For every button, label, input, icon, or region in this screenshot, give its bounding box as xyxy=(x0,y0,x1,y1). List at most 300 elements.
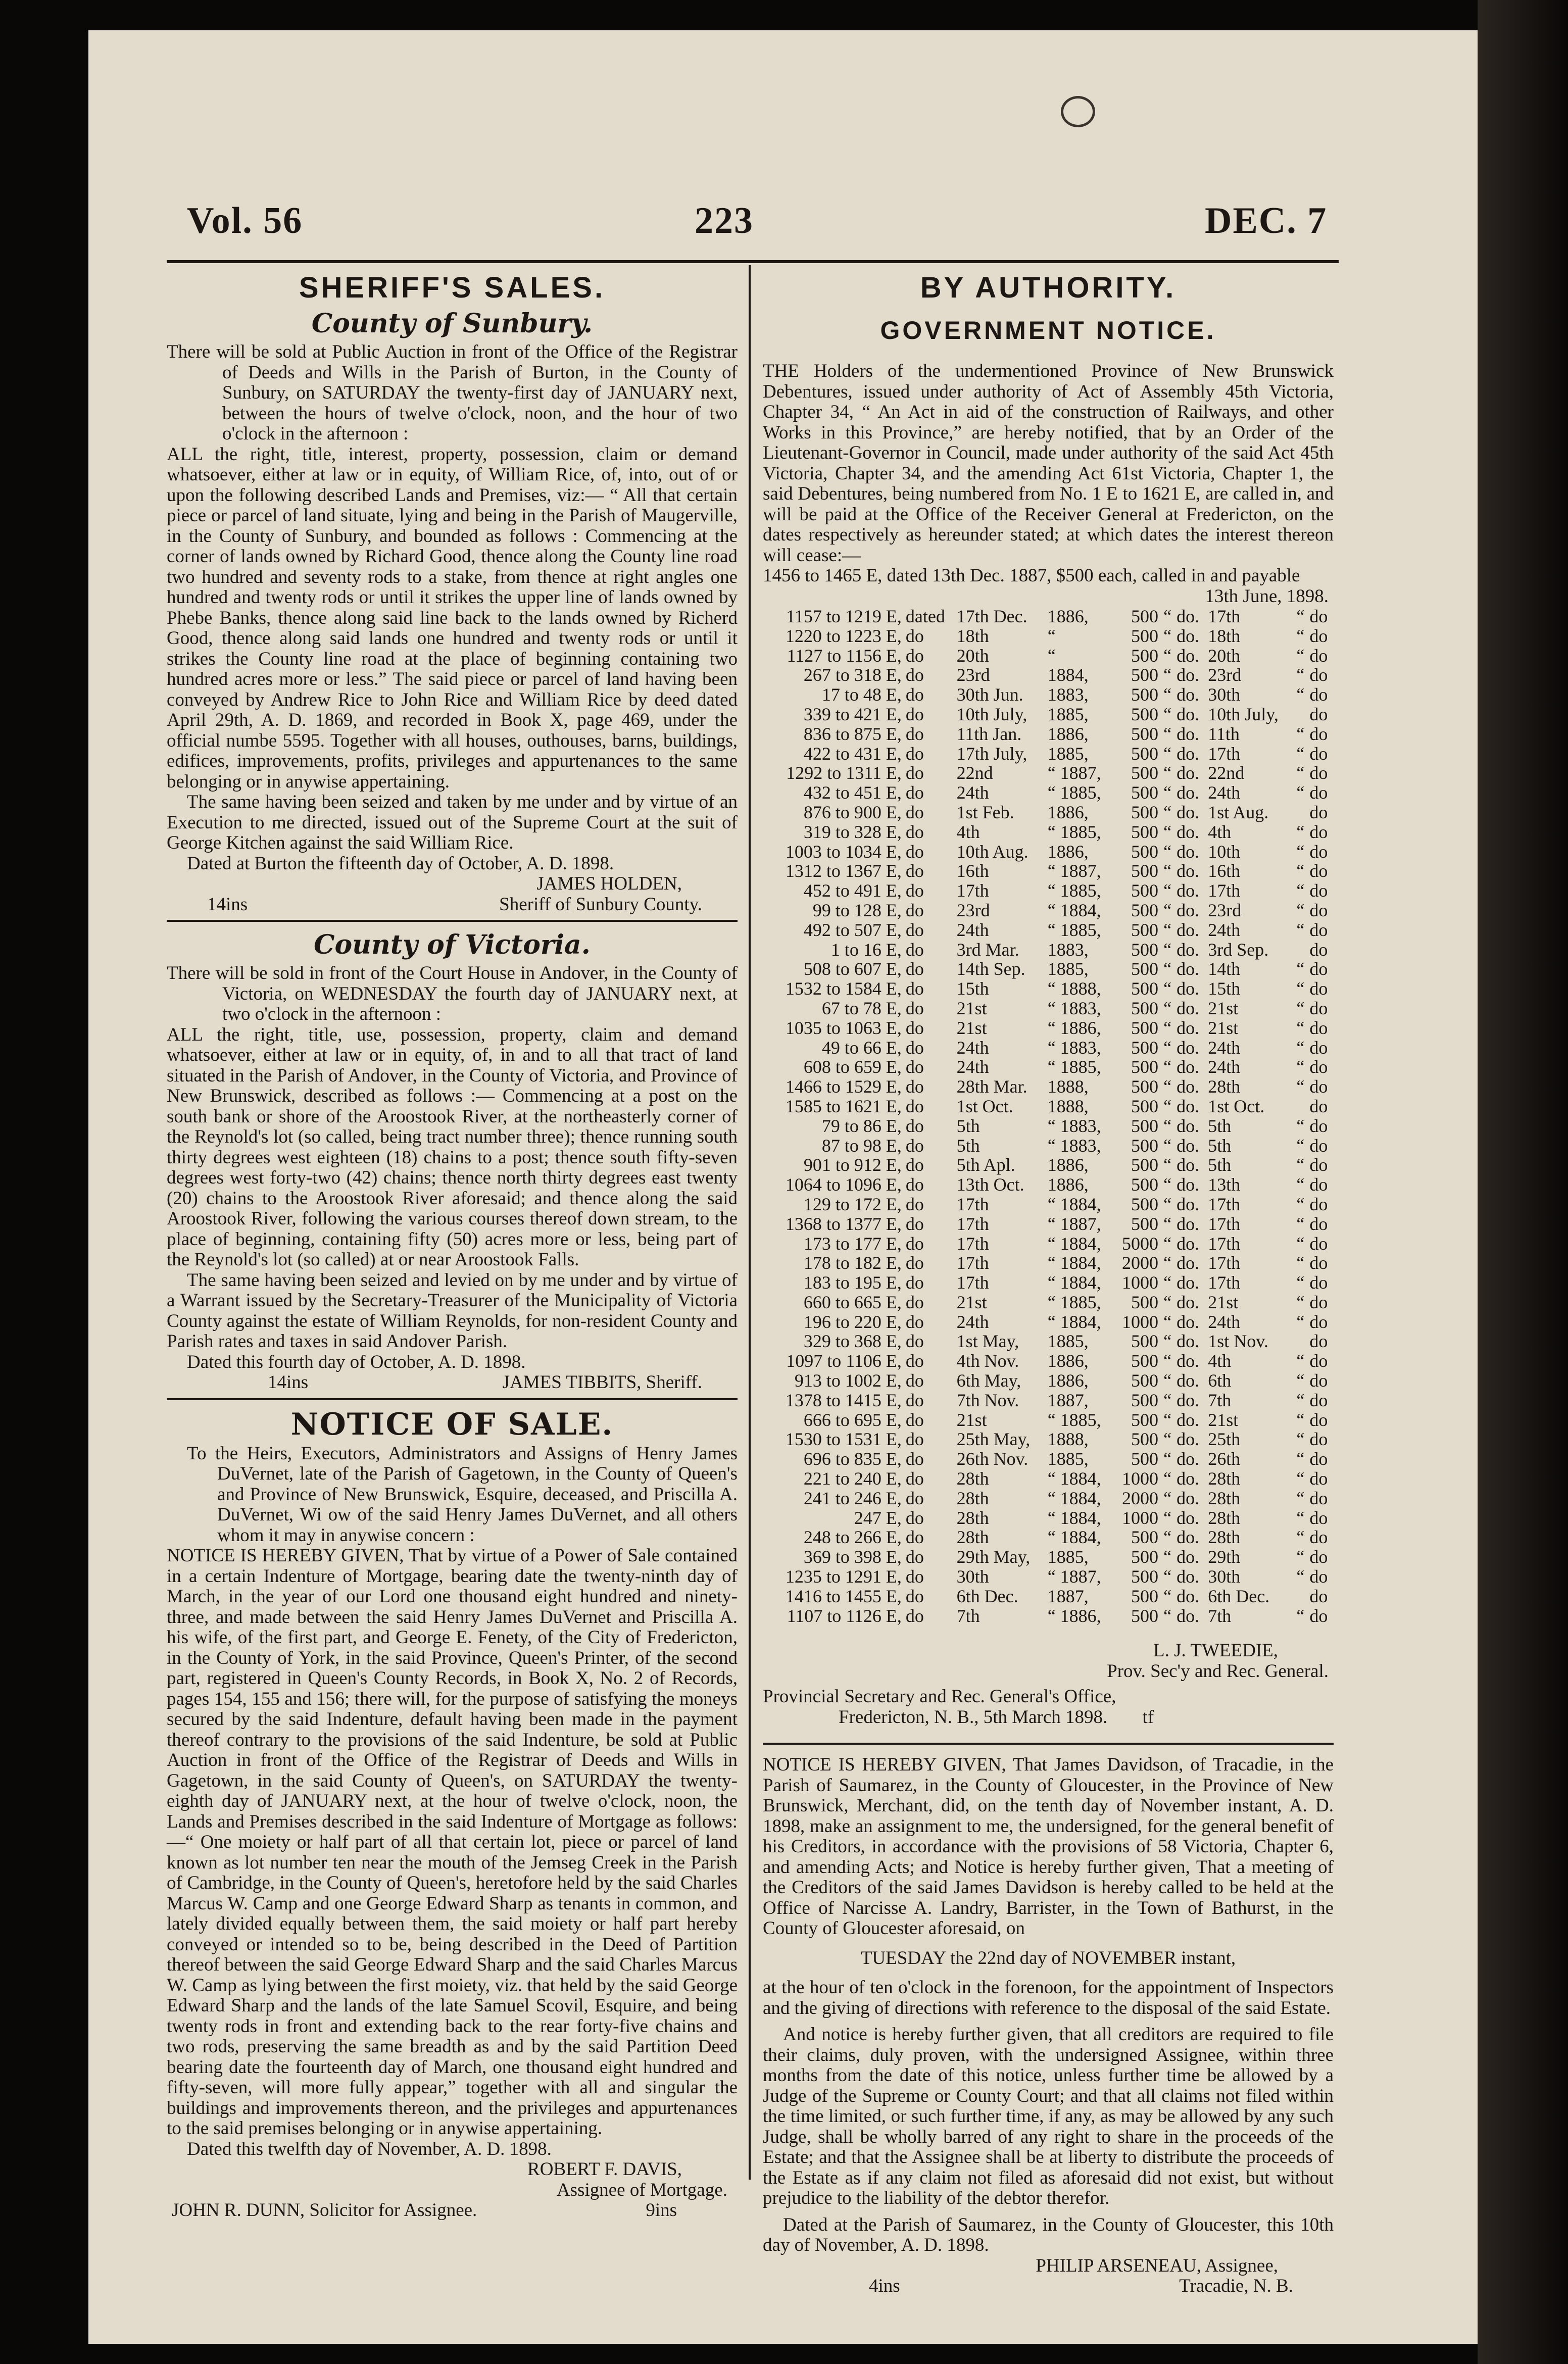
debenture-cell: 49 to 66 E, xyxy=(821,1037,902,1058)
debenture-cell: 26th xyxy=(1208,1449,1241,1469)
debenture-cell: “ xyxy=(1296,625,1305,646)
left-column xyxy=(167,270,738,2221)
divider xyxy=(167,1398,738,1400)
debenture-cell: 28th xyxy=(1208,1468,1241,1489)
debenture-cell: do xyxy=(905,1527,924,1548)
sunbury-insertions: 14ins xyxy=(207,894,248,915)
debenture-cell: 24th xyxy=(956,1037,989,1058)
debenture-row xyxy=(763,1332,1334,1351)
debenture-cell: do xyxy=(905,998,924,1018)
debenture-cell: 500 xyxy=(1131,1155,1159,1175)
debenture-cell: “ xyxy=(1163,606,1172,626)
debenture-cell: do xyxy=(905,1115,924,1136)
debenture-cell: “ xyxy=(1296,1017,1305,1038)
debenture-cell: 26th Nov. xyxy=(956,1449,1028,1469)
debenture-cell: 178 to 182 E, xyxy=(803,1253,902,1273)
debenture-cell: do xyxy=(1309,1547,1328,1567)
debenture-cell: 11th Jan. xyxy=(956,723,1022,744)
debenture-cell: do. xyxy=(1177,704,1200,724)
debenture-cell: do. xyxy=(1177,1351,1200,1371)
debenture-row xyxy=(763,1449,1334,1469)
victoria-insertions: 14ins xyxy=(268,1372,309,1393)
debenture-cell: 14th Sep. xyxy=(956,959,1025,979)
debenture-cell: 3rd Sep. xyxy=(1208,939,1269,960)
victoria-body: ALL the right, title, use, possession, property, claim and demand whatsoever, either at law or in equity, of, in and to all that tract of land situated in the Parish of Andover, in the County of Victoria, and Province of New Brunswick, described as follows :— Commencing at a post on the south bank or shore of the Aroostook River, at the northeasterly corner of the Reynold's lot (so called, being tract number three); thence running south thirty degrees west eighteen (18) chains to a post; thence south fifty-seven degrees west forty-two (42) chains; thence north thirty degrees east twenty (20) chains to the Aroostook River aforesaid; and thence along the said Aroostook River, following the various courses thereof down stream, to the place of beginning, containing fifty (50) acres more or less, being part of the Reynold's lot (so called) at or near Aroostook Falls. xyxy=(167,1024,738,1270)
debenture-cell: 1368 to 1377 E, xyxy=(785,1213,902,1234)
debenture-cell: 1000 xyxy=(1122,1311,1159,1332)
debenture-cell: 422 to 431 E, xyxy=(803,743,902,764)
debenture-cell: “ xyxy=(1296,1488,1305,1508)
debenture-cell: “ xyxy=(1296,645,1305,666)
debenture-row xyxy=(763,1077,1334,1097)
debenture-cell: 696 to 835 E, xyxy=(803,1449,902,1469)
debenture-cell: 5th xyxy=(956,1135,980,1156)
debenture-cell: do xyxy=(1309,1566,1328,1587)
debenture-cell: 500 xyxy=(1131,841,1159,862)
debenture-cell: 500 xyxy=(1131,959,1159,979)
debenture-cell: 1035 to 1063 E, xyxy=(785,1017,902,1038)
debenture-row xyxy=(763,1175,1334,1195)
debenture-cell: do. xyxy=(1177,1429,1200,1450)
debenture-cell: do. xyxy=(1177,1272,1200,1293)
debenture-cell: 24th xyxy=(956,782,989,803)
debenture-cell: 5th xyxy=(1208,1115,1232,1136)
debenture-cell: do xyxy=(1309,1507,1328,1528)
debenture-cell: do xyxy=(1309,1057,1328,1077)
debenture-cell: 4th Nov. xyxy=(956,1351,1019,1371)
debenture-cell: 23rd xyxy=(1208,665,1242,685)
debenture-cell: 500 xyxy=(1131,665,1159,685)
debenture-cell: 500 xyxy=(1131,743,1159,764)
debenture-cell: “ xyxy=(1296,1507,1305,1528)
debenture-cell: do xyxy=(1309,645,1328,666)
debenture-cell xyxy=(1293,940,1307,960)
debenture-cell: “ xyxy=(1163,919,1172,940)
debenture-cell: do. xyxy=(1177,1135,1200,1156)
debenture-cell: do. xyxy=(1177,763,1200,783)
debenture-cell: 22nd xyxy=(956,763,993,783)
debenture-cell: do. xyxy=(1177,802,1200,822)
debenture-cell: 1157 to 1219 E, xyxy=(786,606,902,626)
debenture-cell: do. xyxy=(1177,1155,1200,1175)
debenture-cell: 500 xyxy=(1131,1390,1159,1410)
debenture-cell: do xyxy=(905,645,924,666)
debenture-cell: do. xyxy=(1177,1468,1200,1489)
debenture-cell: “ xyxy=(1163,1292,1172,1312)
debenture-row xyxy=(763,1391,1334,1410)
debenture-row xyxy=(763,881,1334,901)
debenture-cell: 17th xyxy=(956,880,989,901)
debenture-cell: do. xyxy=(1177,939,1200,960)
debenture-cell: 24th xyxy=(1208,1311,1241,1332)
debenture-cell: 1885, xyxy=(1047,1449,1089,1469)
debenture-cell: “ xyxy=(1163,1135,1172,1156)
debenture-cell: “ xyxy=(1163,1605,1172,1626)
debenture-cell: “ xyxy=(1163,1547,1172,1567)
debenture-cell: “ xyxy=(1296,1449,1305,1469)
debenture-cell: 500 xyxy=(1131,821,1159,842)
debenture-row xyxy=(763,803,1334,822)
debenture-cell: 3rd Mar. xyxy=(956,939,1019,960)
debenture-cell: 1st Oct. xyxy=(956,1096,1013,1116)
debenture-cell: “ xyxy=(1163,1076,1172,1097)
sunbury-dated: Dated at Burton the fifteenth day of October, A. D. 1898. xyxy=(187,853,614,874)
debenture-cell: do xyxy=(905,1292,924,1312)
debenture-cell: 1064 to 1096 E, xyxy=(785,1174,902,1195)
debenture-cell: 18th xyxy=(1208,625,1241,646)
debenture-cell: 500 xyxy=(1131,1605,1159,1626)
debenture-cell: do. xyxy=(1177,1115,1200,1136)
debenture-cell: “ xyxy=(1163,1409,1172,1430)
debenture-cell: 1097 to 1106 E, xyxy=(786,1351,902,1371)
debenture-cell: 500 xyxy=(1131,1331,1159,1352)
debenture-cell: do xyxy=(905,1057,924,1077)
debenture-cell: 17th July, xyxy=(956,743,1027,764)
debenture-cell: 1235 to 1291 E, xyxy=(785,1566,902,1587)
debenture-cell: do xyxy=(905,1468,924,1489)
debenture-cell: 24th xyxy=(956,919,989,940)
debenture-cell: “ xyxy=(1163,1351,1172,1371)
debenture-cell: 1107 to 1126 E, xyxy=(787,1605,902,1626)
debenture-cell: 17th xyxy=(956,1253,989,1273)
debenture-cell: do xyxy=(1309,723,1328,744)
debenture-row xyxy=(763,705,1334,724)
debenture-table xyxy=(763,607,1334,1626)
debenture-cell: 1886, xyxy=(1047,841,1089,862)
debenture-cell: 30th xyxy=(1208,1566,1241,1587)
debenture-row xyxy=(763,979,1334,999)
debenture-cell: “ xyxy=(1163,645,1172,666)
debenture-row xyxy=(763,1567,1334,1587)
debenture-cell: 1888, xyxy=(1047,1076,1089,1097)
assignment-notice-body-3: And notice is hereby further given, that all creditors are required to file their claims, duly proven, with the undersigned Assignee, within three months from the date of this notice, unless further time be allowed by a Judge of the Supreme or County Court; and that all claims not filed within the time limited, or such further time, if any, as may be allowed by any such Judge, shall be wholly barred of any right to share in the proceeds of the Estate; and that the Assignee shall be at liberty to distribute the proceeds of the Estate as if any claim not filed as aforesaid did not exist, but without prejudice to the liability of the debtor therefor. xyxy=(763,2024,1334,2209)
debenture-cell: 11th xyxy=(1208,723,1240,744)
debenture-cell: “ xyxy=(1163,861,1172,881)
debenture-cell: do xyxy=(905,1507,924,1528)
debenture-cell: “ xyxy=(1296,723,1305,744)
debenture-cell: do xyxy=(1309,1527,1328,1548)
debenture-cell: “ xyxy=(1163,1586,1172,1606)
debenture-cell: 22nd xyxy=(1208,763,1245,783)
debenture-cell: “ 1884, xyxy=(1047,900,1101,920)
debenture-cell: 500 xyxy=(1131,1115,1159,1136)
debenture-row xyxy=(763,1606,1334,1626)
debenture-cell: do xyxy=(905,919,924,940)
debenture-cell xyxy=(1293,1097,1307,1116)
debenture-cell: do xyxy=(1309,1213,1328,1234)
debenture-cell: 17th xyxy=(1208,606,1241,626)
debenture-cell: “ xyxy=(1163,743,1172,764)
debenture-cell: 500 xyxy=(1131,1566,1159,1587)
debenture-cell: do. xyxy=(1177,1586,1200,1606)
debenture-cell: 17th xyxy=(1208,743,1241,764)
debenture-cell: 1st Oct. xyxy=(1208,1096,1265,1116)
debenture-cell: do xyxy=(1309,1233,1328,1254)
debenture-cell: “ xyxy=(1163,1429,1172,1450)
debenture-row xyxy=(763,1273,1334,1293)
debenture-cell: “ xyxy=(1163,1037,1172,1058)
debenture-cell: “ xyxy=(1047,625,1056,646)
debenture-cell: 1532 to 1584 E, xyxy=(785,978,902,999)
debenture-cell: 17th xyxy=(956,1272,989,1293)
first-debenture-date: 13th June, 1898. xyxy=(1205,585,1329,607)
debenture-cell: “ xyxy=(1163,1390,1172,1410)
debenture-cell: “ 1885, xyxy=(1047,1057,1101,1077)
debenture-cell: 500 xyxy=(1131,1213,1159,1234)
debenture-cell: “ xyxy=(1163,1488,1172,1508)
debenture-cell: 432 to 451 E, xyxy=(803,782,902,803)
debenture-cell: “ xyxy=(1296,743,1305,764)
debenture-cell: do. xyxy=(1177,1017,1200,1038)
assignment-notice-body: NOTICE IS HEREBY GIVEN, That James Davidson, of Tracadie, in the Parish of Saumarez, in the County of Gloucester, in the Province of New Brunswick, Merchant, did, on the tenth day of November instant, A. D. 1898, make an assignment to me, the undersigned, for the general benefit of his Creditors, in accordance with the provisions of 58 Victoria, Chapter 6, and amending Acts; and Notice is hereby further given, That a meeting of the Creditors of the said James Davidson is hereby called to be held at the Office of Narcisse A. Landry, Barrister, in the Town of Bathurst, in the County of Gloucester aforesaid, on xyxy=(763,1754,1334,1939)
notice-of-sale-body: NOTICE IS HEREBY GIVEN, That by virtue of a Power of Sale contained in a certain Indenture of Mortgage, bearing date the twenty-ninth day of March, in the year of our Lord one thousand eight hundred and ninety-three, and made between the said Henry James DuVernet and Priscilla A. his wife, of the first part, and George E. Fenety, of the City of Fredericton, in the County of York, in the said Province, Queen's Printer, of the second part, registered in Queen's County Records, in Book X, No. 2 of Records, pages 154, 155 and 156; there will, for the purpose of satisfying the moneys secured by the said Indenture, default having been made in the payment thereof contrary to the provisions of the said Indenture, be sold at Public Auction in front of the Office of the Registrar of Deeds and Wills in Gagetown, in the said County of Queen's, on SATURDAY the twenty-eighth day of JANUARY next, at the hour of twelve o'clock, noon, the Lands and Premises described in the said Indenture of Mortgage as follows:—“ One moiety or half part of all that certain lot, piece or parcel of land known as lot number ten near the mouth of the Jemseg Creek in the Parish of Cambridge, in the County of Queen's, heretofore held by the said Charles Marcus W. Camp and one George Edward Sharp as tenants in common, and lately divided equally between them, the said moiety or half part hereby conveyed or intended so to be, being described in the Deed of Partition thereof between the said George Edward Sharp and the said Charles Marcus W. Camp as lying between the first moiety, viz. that held by the said George Edward Sharp and the lands of the late Samuel Scovil, Esquire, and being twenty rods in front and extending back to the rear forty-five chains and two rods, preserving the same breadth as and by the said Partition Deed bearing date the fourteenth day of March, one thousand eight hundred and fifty-seven, will more fully appear,” together with all and singular the buildings and improvements thereon, and the privileges and appurtenances to the said premises belonging or in anywise appertaining. xyxy=(167,1545,738,2139)
debenture-cell: 500 xyxy=(1131,998,1159,1018)
debenture-cell: “ xyxy=(1296,1076,1305,1097)
debenture-cell: “ xyxy=(1163,763,1172,783)
debenture-cell: do. xyxy=(1177,861,1200,881)
debenture-cell: 876 to 900 E, xyxy=(803,802,902,822)
debenture-row xyxy=(763,1587,1334,1606)
debenture-cell: “ xyxy=(1296,1370,1305,1391)
debenture-cell: 221 to 240 E, xyxy=(803,1468,902,1489)
debenture-cell: do. xyxy=(1177,684,1200,705)
debenture-cell: 10th Aug. xyxy=(956,841,1028,862)
debenture-cell: “ 1886, xyxy=(1047,1017,1101,1038)
debenture-cell: “ 1887, xyxy=(1047,1213,1101,1234)
debenture-cell: 1885, xyxy=(1047,704,1089,724)
debenture-cell: do xyxy=(905,939,924,960)
debenture-cell: 17th xyxy=(1208,1233,1241,1254)
debenture-cell: 500 xyxy=(1131,782,1159,803)
debenture-cell: 1585 to 1621 E, xyxy=(785,1096,902,1116)
debenture-cell: 1st Aug. xyxy=(1208,802,1269,822)
debenture-cell: do xyxy=(1309,900,1328,920)
debenture-cell: “ xyxy=(1163,782,1172,803)
government-notice-intro: THE Holders of the undermentioned Province of New Brunswick Debentures, issued under authority of Act of Assembly 45th Victoria, Chapter 34, “ An Act in aid of the construction of Railways, and other Works in this Province,” are hereby notified, that by an Order of the Lieutenant-Governor in Council, made under authority of the said Act 45th Victoria, Chapter 34, and the amending Act 61st Victoria, Chapter 1, the said Debentures, being numbered from No. 1 E to 1621 E, are called in, and will be paid at the Office of the Receiver General at Fredericton, on the dates respectively as hereunder stated; at which dates the interest thereon will cease:— xyxy=(763,361,1334,566)
office-date-line: Fredericton, N. B., 5th March 1898. xyxy=(839,1706,1108,1728)
right-column xyxy=(763,270,1334,2297)
debenture-cell xyxy=(1293,1587,1307,1606)
debenture-row xyxy=(763,1018,1334,1038)
debenture-row xyxy=(763,607,1334,626)
debenture-cell: “ xyxy=(1296,1311,1305,1332)
debenture-cell: “ xyxy=(1296,821,1305,842)
debenture-cell: 6th xyxy=(1208,1370,1232,1391)
debenture-cell: 1887, xyxy=(1047,1586,1089,1606)
debenture-cell: do xyxy=(905,1037,924,1058)
notice-of-sale-dated: Dated this twelfth day of November, A. D. 1898. xyxy=(187,2138,552,2159)
debenture-cell: “ xyxy=(1163,1527,1172,1548)
debenture-cell: do xyxy=(1309,625,1328,646)
debenture-cell: 913 to 1002 E, xyxy=(794,1370,902,1391)
debenture-row xyxy=(763,1312,1334,1332)
debenture-cell: 1885, xyxy=(1047,1547,1089,1567)
government-notice-title: GOVERNMENT NOTICE. xyxy=(880,316,1216,344)
debenture-cell: 1378 to 1415 E, xyxy=(785,1390,902,1410)
sunbury-signer: JAMES HOLDEN, xyxy=(536,873,682,894)
debenture-cell: 6th Dec. xyxy=(1208,1586,1270,1606)
debenture-cell: “ 1884, xyxy=(1047,1253,1101,1273)
debenture-cell: 500 xyxy=(1131,919,1159,940)
debenture-cell: do xyxy=(1309,1409,1328,1430)
debenture-cell: 17th xyxy=(1208,880,1241,901)
debenture-cell: 1886, xyxy=(1047,606,1089,626)
debenture-cell: do xyxy=(1309,1135,1328,1156)
debenture-cell: do. xyxy=(1177,1194,1200,1214)
debenture-cell: 23rd xyxy=(1208,900,1242,920)
debenture-cell: do xyxy=(1309,959,1328,979)
debenture-cell: do xyxy=(905,1311,924,1332)
debenture-cell: do xyxy=(905,861,924,881)
debenture-cell: 500 xyxy=(1131,1057,1159,1077)
debenture-cell: 1888, xyxy=(1047,1096,1089,1116)
debenture-cell: “ xyxy=(1296,1272,1305,1293)
debenture-row xyxy=(763,1528,1334,1547)
debenture-cell: do xyxy=(1309,684,1328,705)
debenture-cell: do xyxy=(1309,1292,1328,1312)
header-rule xyxy=(167,260,1339,263)
debenture-cell: “ xyxy=(1163,1174,1172,1195)
debenture-cell: do. xyxy=(1177,1507,1200,1528)
debenture-cell: 1000 xyxy=(1122,1272,1159,1293)
debenture-cell: 500 xyxy=(1131,1527,1159,1548)
debenture-cell: do xyxy=(1309,880,1328,901)
debenture-cell: do xyxy=(905,1194,924,1214)
debenture-cell: 500 xyxy=(1131,1351,1159,1371)
debenture-cell: do. xyxy=(1177,1605,1200,1626)
debenture-row xyxy=(763,665,1334,685)
debenture-cell: 24th xyxy=(1208,919,1241,940)
debenture-cell: “ xyxy=(1163,978,1172,999)
debenture-cell: 25th xyxy=(1208,1429,1241,1450)
debenture-cell: “ xyxy=(1296,998,1305,1018)
debenture-cell: do xyxy=(905,1155,924,1175)
debenture-row xyxy=(763,783,1334,803)
debenture-cell: “ xyxy=(1163,802,1172,822)
debenture-cell: do. xyxy=(1177,1096,1200,1116)
county-victoria-heading: County of Victoria. xyxy=(314,929,591,960)
debenture-cell: “ 1885, xyxy=(1047,1292,1101,1312)
debenture-cell: “ xyxy=(1163,1194,1172,1214)
debenture-cell: do xyxy=(905,1409,924,1430)
sunbury-signer-role: Sheriff of Sunbury County. xyxy=(499,894,702,915)
debenture-cell: “ xyxy=(1163,625,1172,646)
debenture-cell: 500 xyxy=(1131,1449,1159,1469)
debenture-cell: do. xyxy=(1177,1488,1200,1508)
debenture-cell: 500 xyxy=(1131,645,1159,666)
debenture-cell: do. xyxy=(1177,1331,1200,1352)
debenture-cell: do xyxy=(905,704,924,724)
debenture-cell: 18th xyxy=(956,625,989,646)
debenture-cell: 17th xyxy=(956,1194,989,1214)
debenture-cell: do xyxy=(905,978,924,999)
debenture-cell: do xyxy=(1309,743,1328,764)
debenture-cell: do xyxy=(905,841,924,862)
debenture-cell: do xyxy=(905,1253,924,1273)
debenture-cell: do xyxy=(905,763,924,783)
debenture-cell: do xyxy=(905,1331,924,1352)
notice-of-sale-signer: ROBERT F. DAVIS, xyxy=(527,2159,682,2180)
debenture-cell: “ xyxy=(1163,821,1172,842)
debenture-cell: do. xyxy=(1177,919,1200,940)
sunbury-intro: There will be sold at Public Auction in front of the Office of the Registrar of Deeds and Wills in the Parish of Burton, in the County of Sunbury, on SATURDAY the twenty-first day of JANUARY next, between the hours of twelve o'clock, noon, and the hour of two o'clock in the afternoon : xyxy=(167,341,738,444)
debenture-cell: do xyxy=(905,1605,924,1626)
debenture-cell: 1883, xyxy=(1047,684,1089,705)
assignment-notice-body-2: at the hour of ten o'clock in the forenoon, for the appointment of Inspectors and the giving of directions with reference to the disposal of the said Estate. xyxy=(763,1977,1334,2018)
debenture-cell: 1886, xyxy=(1047,723,1089,744)
debenture-cell: 20th xyxy=(956,645,989,666)
debenture-cell: “ xyxy=(1296,1174,1305,1195)
debenture-cell: 21st xyxy=(1208,1409,1239,1430)
debenture-cell: “ 1888, xyxy=(1047,978,1101,999)
debenture-cell: 500 xyxy=(1131,763,1159,783)
debenture-cell: do. xyxy=(1177,782,1200,803)
debenture-cell: “ 1883, xyxy=(1047,1135,1101,1156)
debenture-cell: do. xyxy=(1177,1390,1200,1410)
debenture-cell: do xyxy=(1309,1429,1328,1450)
assignment-notice-dated: Dated at the Parish of Saumarez, in the County of Gloucester, this 10th day of November, A. D. 1898. xyxy=(763,2214,1334,2256)
debenture-cell: 247 E, xyxy=(854,1507,902,1528)
debenture-cell: “ xyxy=(1163,1155,1172,1175)
debenture-cell: “ xyxy=(1163,1507,1172,1528)
debenture-cell: do. xyxy=(1177,959,1200,979)
debenture-cell: do xyxy=(1309,978,1328,999)
debenture-cell: do xyxy=(1309,704,1328,724)
debenture-cell: “ 1887, xyxy=(1047,763,1101,783)
debenture-cell: do xyxy=(1309,1115,1328,1136)
sheriffs-sales-title: SHERIFF'S SALES. xyxy=(299,271,606,304)
debenture-cell: “ xyxy=(1163,1370,1172,1391)
debenture-cell: “ xyxy=(1296,665,1305,685)
debenture-cell: 500 xyxy=(1131,1370,1159,1391)
debenture-row xyxy=(763,1253,1334,1273)
notice-of-sale-intro: To the Heirs, Executors, Administrators and Assigns of Henry James DuVernet, late of the Parish of Gagetown, in the County of Queen's and Province of New Brunswick, Esquire, deceased, and Priscilla A. DuVernet, Wi ow of the said Henry James DuVernet, and all others whom it may in anywise concern : xyxy=(187,1443,738,1546)
debenture-cell: 1887, xyxy=(1047,1390,1089,1410)
debenture-cell: 1000 xyxy=(1122,1468,1159,1489)
debenture-cell: do xyxy=(905,1566,924,1587)
debenture-cell xyxy=(1293,705,1307,724)
debenture-row xyxy=(763,1116,1334,1136)
debenture-cell: 369 to 398 E, xyxy=(803,1547,902,1567)
assignment-insertions: 4ins xyxy=(869,2276,900,2297)
debenture-row xyxy=(763,1410,1334,1430)
debenture-cell: “ xyxy=(1296,1566,1305,1587)
debenture-cell: do. xyxy=(1177,1037,1200,1058)
debenture-cell: 30th xyxy=(956,1566,989,1587)
notice-of-sale-title: NOTICE OF SALE. xyxy=(290,1406,614,1442)
debenture-cell: 17 to 48 E, xyxy=(821,684,902,705)
debenture-cell: 24th xyxy=(1208,1037,1241,1058)
debenture-cell: 29th May, xyxy=(956,1547,1031,1567)
debenture-row xyxy=(763,1469,1334,1489)
notice-of-sale-signer-role: Assignee of Mortgage. xyxy=(556,2179,727,2200)
debenture-cell: 492 to 507 E, xyxy=(803,919,902,940)
debenture-cell: 500 xyxy=(1131,802,1159,822)
debenture-cell: “ xyxy=(1296,880,1305,901)
debenture-cell: do. xyxy=(1177,625,1200,646)
debenture-cell: 500 xyxy=(1131,1586,1159,1606)
debenture-cell: 21st xyxy=(956,1017,987,1038)
debenture-cell: 500 xyxy=(1131,1037,1159,1058)
debenture-cell: 452 to 491 E, xyxy=(803,880,902,901)
debenture-cell: “ 1884, xyxy=(1047,1194,1101,1214)
debenture-cell: 17th xyxy=(1208,1194,1241,1214)
debenture-cell: “ xyxy=(1163,1115,1172,1136)
debenture-cell: 79 to 86 E, xyxy=(821,1115,902,1136)
debenture-row xyxy=(763,646,1334,666)
debenture-cell: 20th xyxy=(1208,645,1241,666)
debenture-cell: 10th July, xyxy=(956,704,1027,724)
